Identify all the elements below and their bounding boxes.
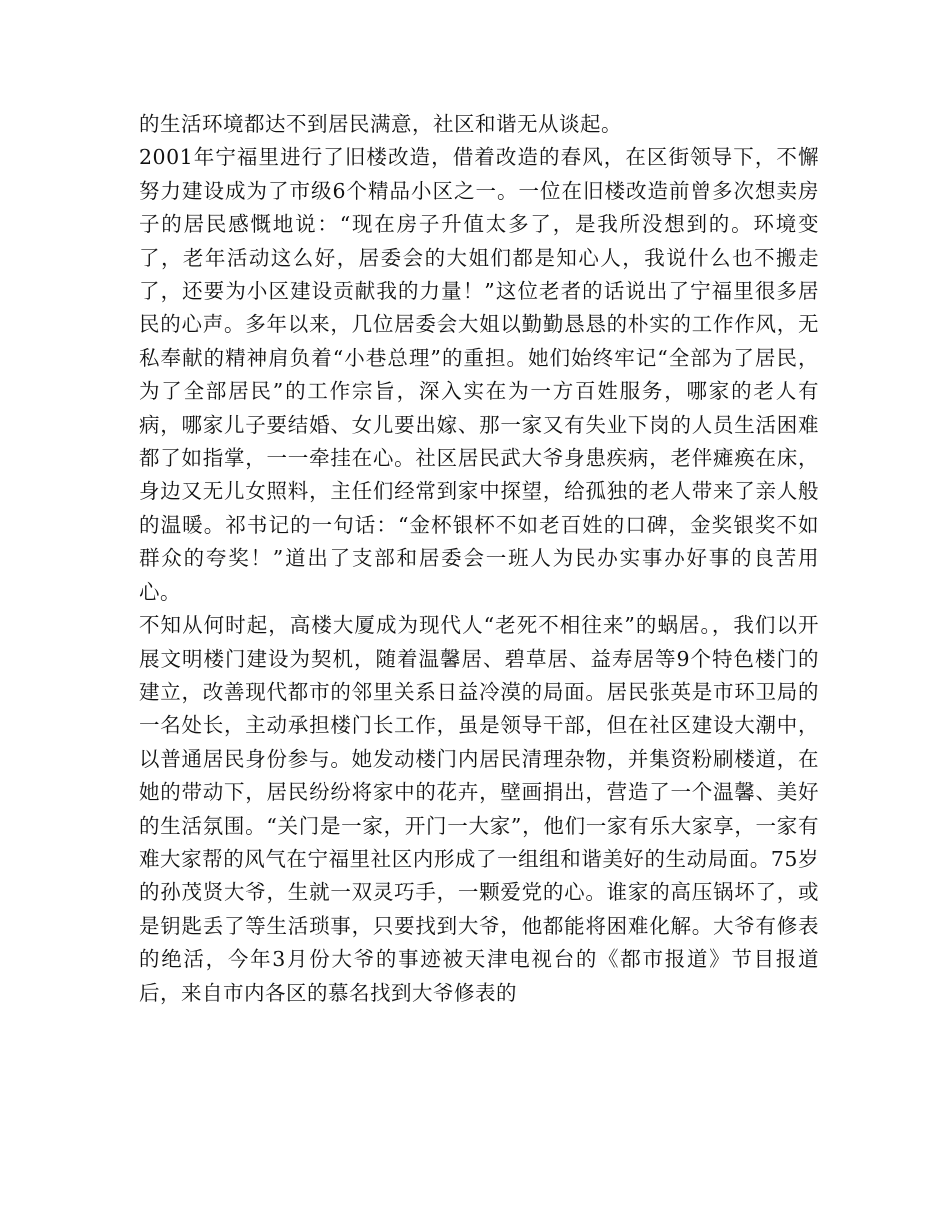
paragraph-2: 2001年宁福里进行了旧楼改造，借着改造的春风，在区街领导下，不懈努力建设成为了市级6个精品小区之一。一位在旧楼改造前曾多次想卖房子的居民感慨地说：“现在房子升值太多了，是我所没想到的。环境变了，老年活动这么好，居委会的大姐们都是知心人，我说什么也不搬走了，还要为小区建设贡献我的力量！”这位老者的话说出了宁福里很多居民的心声。多年以来，几位居委会大姐以勤勤恳恳的朴实的工作作风，无私奉献的精神肩负着“小巷总理”的重担。她们始终牢记“全部为了居民，为了全部居民”的工作宗旨，深入实在为一方百姓服务，哪家的老人有病，哪家儿子要结婚、女儿要出嫁、那一家又有失业下岗的人员生活困难都了如指掌，一一牵挂在心。社区居民武大爷身患疾病，老伴瘫痪在床，身边又无儿女照料，主任们经常到家中探望，给孤独的老人带来了亲人般的温暖。祁书记的一句话：“金杯银杯不如老百姓的口碑，金奖银奖不如群众的夸奖！”道出了支部和居委会一班人为民办实事办好事的良苦用心。: [139, 145, 819, 604]
paragraph-3: 不知从何时起，高楼大厦成为现代人“老死不相往来”的蜗居。，我们以开展文明楼门建设为契机，随着温馨居、碧草居、益寿居等9个特色楼门的建立，改善现代都市的邻里关系日益冷漠的局面。居民张英是市环卫局的一名处长，主动承担楼门长工作，虽是领导干部，但在社区建设大潮中，以普通居民身份参与。她发动楼门内居民清理杂物，并集资粉刷楼道，在她的带动下，居民纷纷将家中的花卉，壁画捐出，营造了一个温馨、美好的生活氛围。“关门是一家，开门一大家”，他们一家有乐大家享，一家有难大家帮的风气在宁福里社区内形成了一组组和谐美好的生动局面。75岁的孙茂贤大爷，生就一双灵巧手，一颗爱党的心。谁家的高压锅坏了，或是钥匙丢了等生活琐事，只要找到大爷，他都能将困难化解。大爷有修表的绝活，今年3月份大爷的事迹被天津电视台的《都市报道》节目报道后，来自市内各区的慕名找到大爷修表的: [139, 613, 819, 1005]
document-body: [139, 108, 819, 1010]
paragraph-1: 的生活环境都达不到居民满意，社区和谐无从谈起。: [139, 112, 622, 136]
